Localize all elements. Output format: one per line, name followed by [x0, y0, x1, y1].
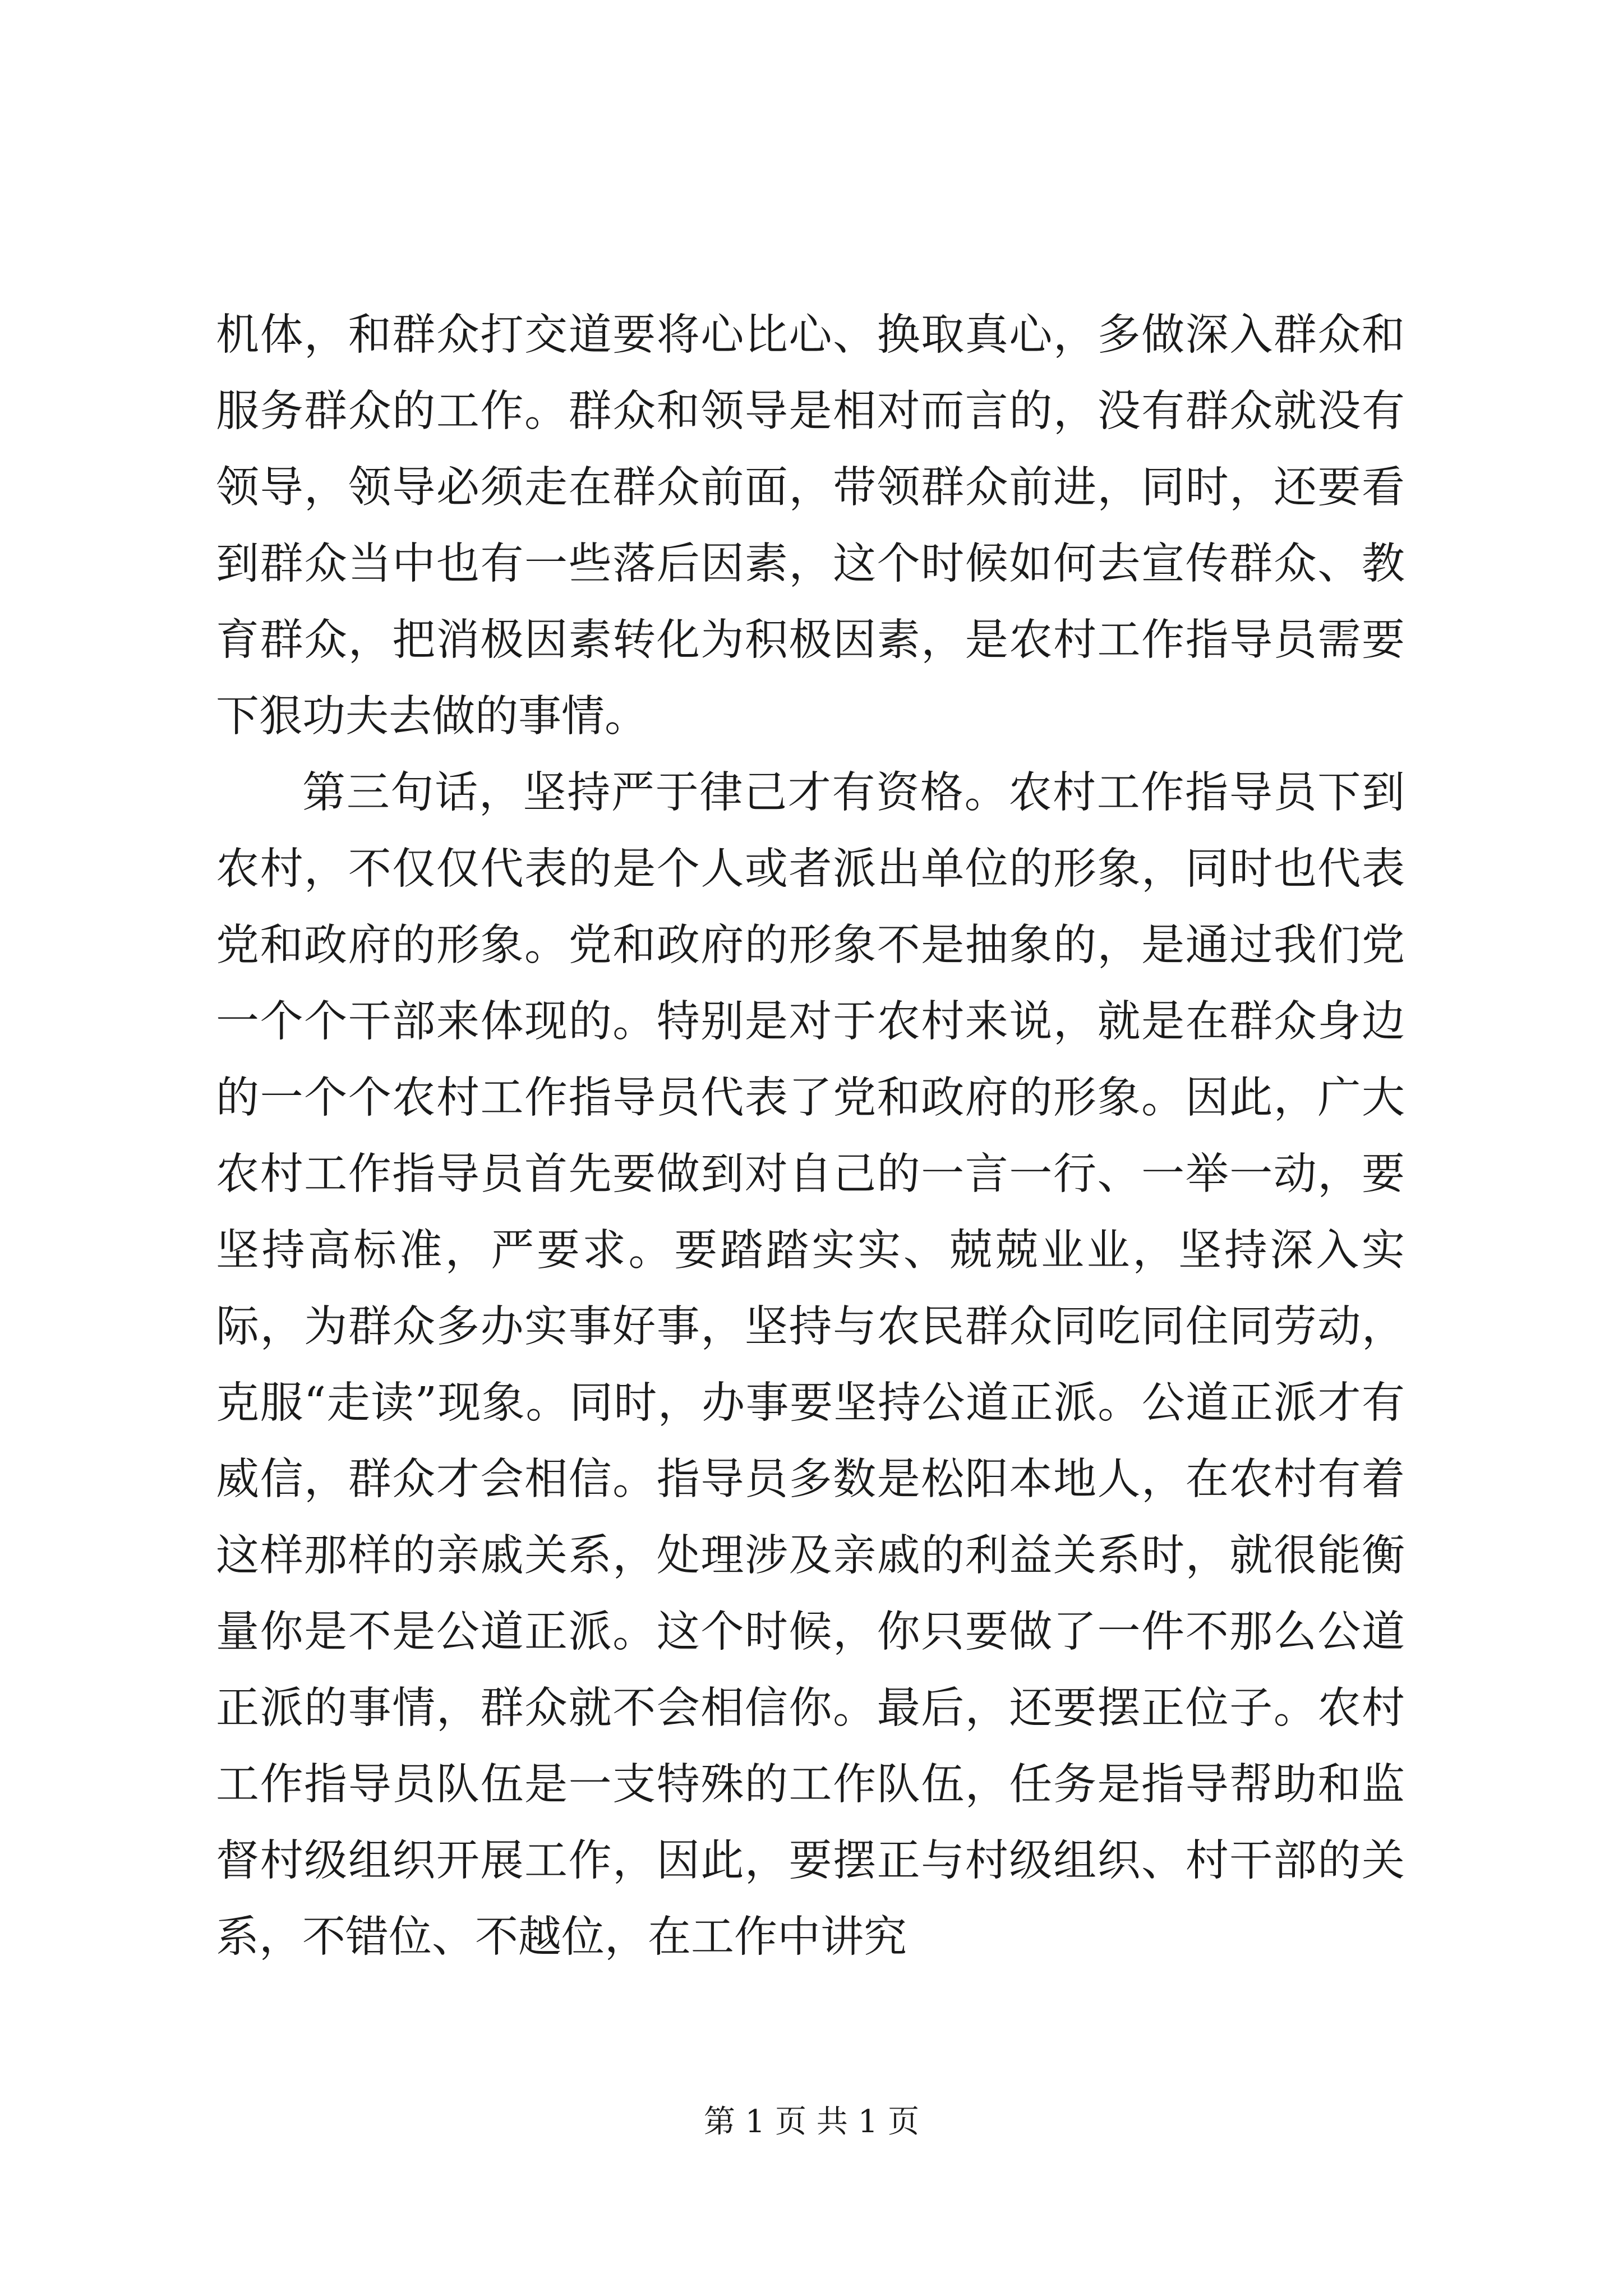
paragraph-2: 第三句话，坚持严于律己才有资格。农村工作指导员下到农村，不仅仅代表的是个人或者派出单位的形象，同时也代表党和政府的形象。党和政府的形象不是抽象的，是通过我们党一个个干部来体现的。特别是对于农村来说，就是在群众身边的一个个农村工作指导员代表了党和政府的形象。因此，广大农村工作指导员首先要做到对自己的一言一行、一举一动，要坚持高标准，严要求。要踏踏实实、兢兢业业，坚持深入实际，为群众多办实事好事，坚持与农民群众同吃同住同劳动，克服“走读”现象。同时，办事要坚持公道正派。公道正派才有威信，群众才会相信。指导员多数是松阳本地人，在农村有着这样那样的亲戚关系，处理涉及亲戚的利益关系时，就很能衡量你是不是公道正派。这个时候，你只要做了一件不那么公道正派的事情，群众就不会相信你。最后，还要摆正位子。农村工作指导员队伍是一支特殊的工作队伍，任务是指导帮助和监督村级组织开展工作，因此，要摆正与村级组织、村干部的关系，不错位、不越位，在工作中讲究: [216, 768, 1405, 1962]
document-body: [216, 297, 1405, 1976]
paragraph-1: 机体，和群众打交道要将心比心、换取真心，多做深入群众和服务群众的工作。群众和领导是相对而言的，没有群众就没有领导，领导必须走在群众前面，带领群众前进，同时，还要看到群众当中也有一些落后因素，这个时候如何去宣传群众、教育群众，把消极因素转化为积极因素，是农村工作指导员需要下狠功夫去做的事情。: [216, 310, 1405, 742]
page-footer: 第 1 页 共 1 页: [703, 2104, 920, 2140]
